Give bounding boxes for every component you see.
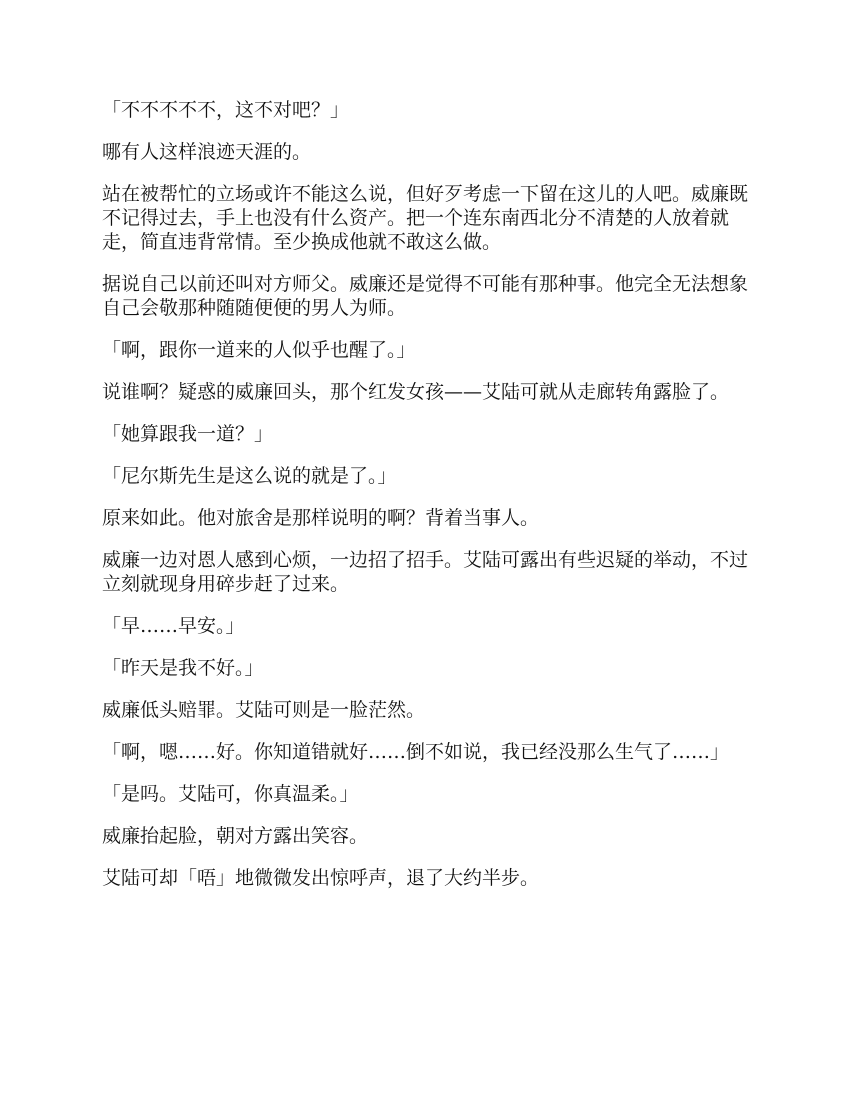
paragraph: 「昨天是我不好。」: [102, 657, 264, 679]
paragraph: 哪有人这样浪迹天涯的。: [102, 141, 312, 163]
paragraph: 「啊，嗯……好。你知道错就好……倒不如说，我已经没那么生气了……」: [102, 741, 730, 763]
paragraph: 「她算跟我一道？」: [102, 423, 274, 445]
paragraph: 艾陆可却「唔」地微微发出惊呼声，退了大约半步。: [102, 867, 540, 889]
paragraph: 「是吗。艾陆可，你真温柔。」: [102, 783, 359, 805]
paragraph: 「尼尔斯先生是这么说的就是了。」: [102, 465, 397, 487]
paragraph: 威廉低头赔罪。艾陆可则是一脸茫然。: [102, 699, 426, 721]
paragraph: 威廉抬起脸，朝对方露出笑容。: [102, 825, 369, 847]
paragraph: 说谁啊？疑惑的威廉回头，那个红发女孩——艾陆可就从走廊转角露脸了。: [102, 381, 730, 403]
paragraph: 「啊，跟你一道来的人似乎也醒了。」: [102, 339, 416, 361]
paragraph: 站在被帮忙的立场或许不能这么说，但好歹考虑一下留在这儿的人吧。威廉既不记得过去，手上也没有什么资产。把一个连东南西北分不清楚的人放着就走，简直违背常情。至少换成他就不敢这么做。: [102, 183, 749, 253]
paragraph: 「早……早安。」: [102, 615, 245, 637]
paragraph: 威廉一边对恩人感到心烦，一边招了招手。艾陆可露出有些迟疑的举动，不过立刻就现身用碎步赶了过来。: [102, 549, 749, 595]
paragraph: 「不不不不不，这不对吧？」: [102, 99, 350, 121]
paragraph: 据说自己以前还叫对方师父。威廉还是觉得不可能有那种事。他完全无法想象自己会敬那种随随便便的男人为师。: [102, 273, 749, 319]
document-page: [102, 98, 762, 908]
paragraph: 原来如此。他对旅舍是那样说明的啊？背着当事人。: [102, 507, 540, 529]
